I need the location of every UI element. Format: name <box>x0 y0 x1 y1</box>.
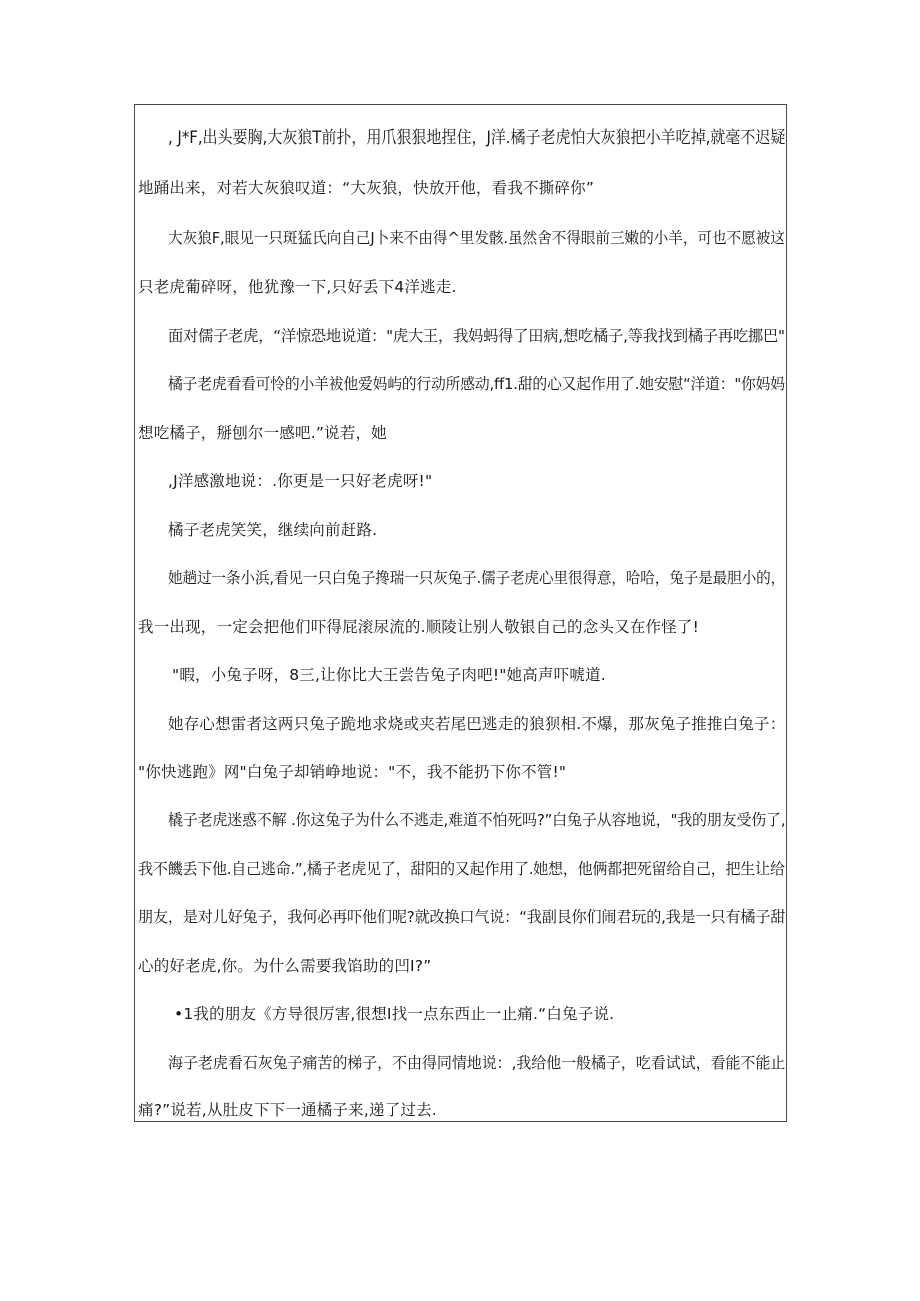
text-line-18: 心的好老虎,你。为什么需要我馅助的凹I?” <box>138 957 432 975</box>
text-line-12: "暇，小兔子呀，8三,让你比大王尝告兔子肉吧!"她高声吓唬道. <box>172 666 606 684</box>
text-line-15: 橇子老虎迷惑不解 .你这兔子为什么不逃走,难道不怕死吗?”白兔子从容地说，"我的朋友受伤了, <box>168 811 786 829</box>
text-line-3: 大灰狼F,眼见一只斑猛氏向自己J卜来不由得^里发骸.虽然舍不得眼前三嫩的小羊，可也不愿被这 <box>168 229 785 247</box>
text-line-1: , J*F,出头要胸,大灰狼T前扑，用爪狠狠地捏住，J洋.橘子老虎怕大灰狼把小羊吃掉,就毫不迟疑 <box>168 128 786 148</box>
text-line-2: 地踊出来，对若大灰狼叹道：“大灰狼，快放开他，看我不撕碎你” <box>138 179 595 197</box>
text-line-4: 只老虎葡碎呀，他犹豫一下,只好丢下4洋逃走. <box>138 278 457 296</box>
text-line-8: ,J洋感激地说：.你更是一只好老虎呀!" <box>168 472 433 490</box>
text-line-9: 橘子老虎笑笑，继续向前赶路. <box>168 521 378 539</box>
text-line-16: 我不饑丢下他.自己逃命.”,橘子老虎见了，甜阳的又起作用了.她想，他俩都把死留给自己，把生让给 <box>138 860 785 878</box>
text-line-17: 朋友，是对儿好兔子，我何必再吓他们呢?就改换口气说：“我副艮你们闹君玩的,我是一只有橘子甜 <box>138 908 786 926</box>
text-line-5: 面对儒子老虎，“洋惊恐地说道："虎大王，我妈蚂得了田病,想吃橘子,等我找到橘子再吃挪巴" <box>168 327 785 345</box>
text-line-7: 想吃橘子，掰刨尔一感吧.”说若，她 <box>138 424 387 442</box>
text-line-20: 海子老虎看石灰兔子痛苦的梯子，不由得同情地说：,我给他一般橘子，吃看试试，看能不能止 <box>168 1054 786 1072</box>
text-line-6: 橘子老虎看看可怜的小羊袚他爱妈屿的行动所感动,ff1.甜的心又起作用了.她安慰“洋道："你妈妈 <box>168 375 785 393</box>
text-line-11: 我一出现，一定会把他们吓得屁滚尿流的.顺陵让别人敬银自己的念头又在作怪了! <box>138 618 700 636</box>
text-line-19: •1我的朋友《方导很厉害,很想I找一点东西止一止痛.“白兔子说. <box>174 1005 615 1023</box>
text-line-21: 痛?”说若,从肚皮下下一通橘子来,递了过去. <box>138 1101 437 1119</box>
text-line-13: 她存心想雷者这两只兔子跪地求烧或夹若尾巴逃走的狼狈相.不爆，那灰兔子推推白兔子： <box>168 715 786 733</box>
text-line-14: "你快逃跑》网"白兔子却销峥地说："不，我不能扔下你不管!" <box>138 763 567 781</box>
text-line-10: 她趟过一条小浜,看见一只白兔子搀瑞一只灰兔子.儒子老虎心里很得意，哈哈，兔子是最胆小的， <box>168 569 786 587</box>
